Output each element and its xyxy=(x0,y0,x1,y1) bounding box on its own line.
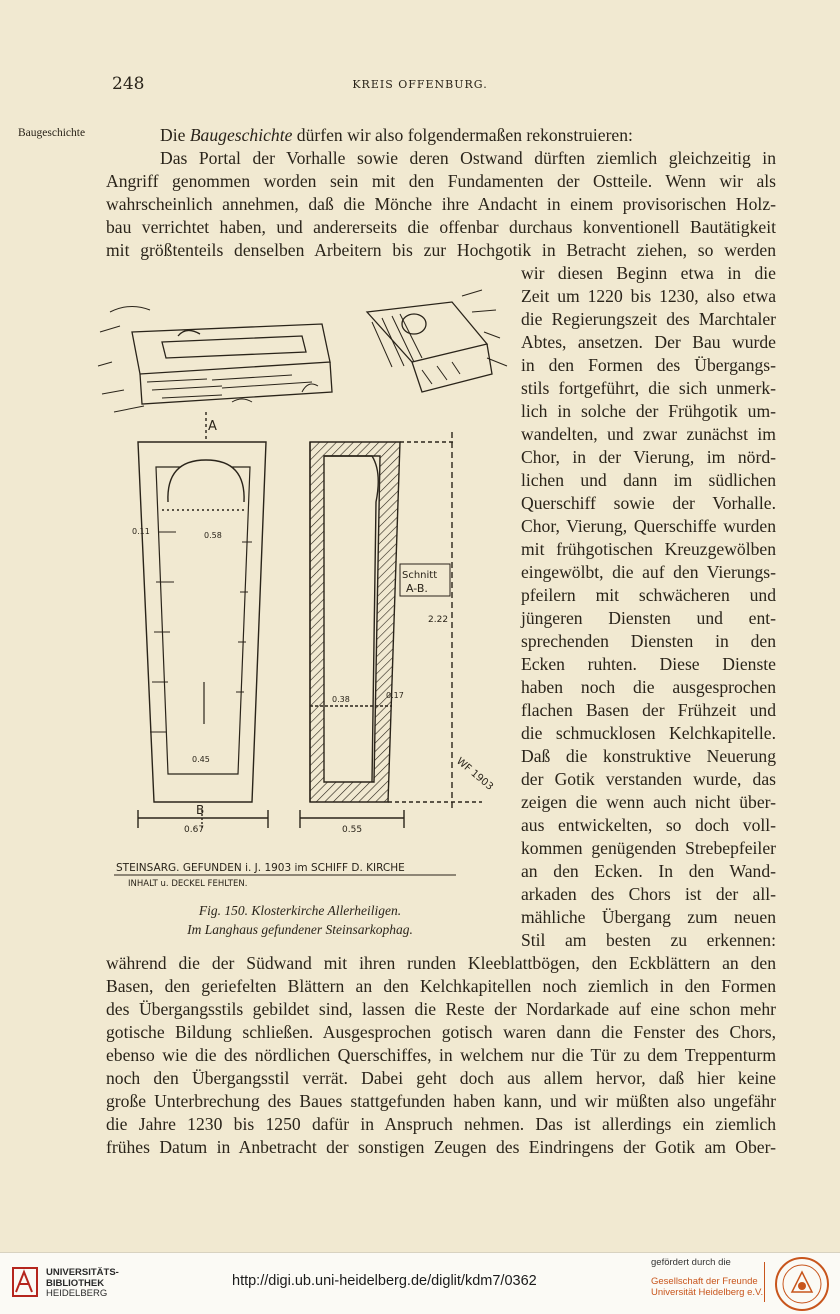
text-line: Basen, den geriefelten Blättern an den Kelchkapitellen noch ziemlich in den Formen xyxy=(106,976,776,996)
text-line: mit frühgotischen Kreuzgewölben xyxy=(521,539,776,559)
text-line: stils fortgeführt, die sich unmerk- xyxy=(521,378,776,398)
text-line: noch den Übergangsstil verrät. Dabei geht doch aus allem hervor, daß hier keine xyxy=(106,1068,776,1088)
text-line: wahrscheinlich annehmen, daß die Mönche ihre Andacht in einem provisorischen Holz- xyxy=(106,194,776,214)
university-seal-icon xyxy=(774,1256,830,1312)
text-line: große Unterbrechung des Baues stattgefunden haben kann, und wir müßten also ungefähr xyxy=(106,1091,776,1111)
text-line: arkaden des Chors ist der all- xyxy=(521,884,776,904)
text-line: flachen Basen der Frühzeit und xyxy=(521,700,776,720)
text-line: aus entwickelten, so doch voll- xyxy=(521,815,776,835)
inscription-line-2: INHALT u. DECKEL FEHLTEN. xyxy=(128,879,248,889)
signature: WF 1903 xyxy=(454,755,496,793)
dim-2-22: 2.22 xyxy=(428,615,449,625)
dim-0-17: 0.17 xyxy=(386,691,404,700)
text-line: wandelten, und zwar zunächst im xyxy=(521,424,776,444)
dim-0-55: 0.55 xyxy=(342,825,363,835)
footer-divider xyxy=(764,1262,765,1302)
label-section-ab: A-B. xyxy=(406,582,428,595)
page-number: 248 xyxy=(112,74,145,94)
text-line: lich in solche der Frühgotik um- xyxy=(521,401,776,421)
text-line: mähliche Übergang zum neuen xyxy=(521,907,776,927)
text-line: die Jahre 1230 bis 1250 dafür in Anspruch nehmen. Das ist allerdings ein ziemlich xyxy=(106,1114,776,1134)
text-line: des Übergangsstils gebildet sind, lassen die Reste der Nordarkade auf eine schon mehr xyxy=(106,999,776,1019)
text-line: Angriff genommen worden sein mit den Fundamenten der Ostteile. Wenn wir als xyxy=(106,171,776,191)
text-line: sprechenden Diensten in den xyxy=(521,631,776,651)
text-line: jüngeren Diensten und ent- xyxy=(521,608,776,628)
society-line-2: Universität Heidelberg e.V. xyxy=(651,1287,764,1298)
label-a: A xyxy=(208,419,217,434)
ub-line-2: BIBLIOTHEK xyxy=(46,1277,105,1289)
text-line: Stil am besten zu erkennen: xyxy=(521,930,776,950)
text-line: ebenso wie die des nördlichen Querschiffes, in welchem nur die Tür zu dem Treppenturm xyxy=(106,1045,776,1065)
text-line: die Regierungszeit des Marchtaler xyxy=(521,309,776,329)
text-line: kommen genügenden Strebepfeiler xyxy=(521,838,776,858)
intro-lead: Die xyxy=(160,125,190,145)
text-line: mit größtenteils denselben Arbeitern bis zur Hochgotik in Betracht ziehen, so werden xyxy=(106,240,776,260)
label-b: B xyxy=(196,803,205,817)
text-line: Ecken ruhten. Diese Dienste xyxy=(521,654,776,674)
dim-0-11: 0.11 xyxy=(132,527,150,536)
text-line: der Gotik verstanden wurde, das xyxy=(521,769,776,789)
dim-0-67: 0.67 xyxy=(184,825,205,835)
society-line-1: Gesellschaft der Freunde xyxy=(651,1276,758,1287)
dim-0-38: 0.38 xyxy=(332,695,350,704)
sarcophagus-drawing xyxy=(92,262,508,892)
running-head: KREIS OFFENBURG. xyxy=(352,78,488,91)
text-line: Das Portal der Vorhalle sowie deren Ostwand dürften ziemlich gleichzeitig in xyxy=(160,148,776,168)
text-line: Chor, Vierung, Querschiffe wurden xyxy=(521,516,776,536)
perspective-sketch xyxy=(98,290,507,412)
margin-note: Baugeschichte xyxy=(18,127,86,139)
text-line: Zeit um 1220 bis 1230, also etwa xyxy=(521,286,776,306)
ub-line-1: UNIVERSITÄTS- xyxy=(46,1267,119,1278)
text-line: Daß die konstruktive Neuerung xyxy=(521,746,776,766)
intro-italic: Baugeschichte xyxy=(189,125,293,145)
section-view xyxy=(300,432,482,828)
figure-caption-line1: Fig. 150. Klosterkirche Allerheiligen. xyxy=(198,903,402,918)
text-line: bau verrichtet haben, und andererseits die offenbar durchaus konventionell Bautätigkeit xyxy=(106,217,776,237)
permalink-url[interactable]: http://digi.ub.uni-heidelberg.de/diglit/kdm7/0362 xyxy=(232,1273,537,1289)
text-line: frühes Datum in Anbetracht der sonstigen Zeugen des Eindringens der Gotik am Ober- xyxy=(106,1137,776,1157)
society-name xyxy=(651,1276,763,1298)
page-header xyxy=(0,74,840,98)
text-line: Querschiff sowie der Vorhalle. xyxy=(521,493,776,513)
text-line: während die der Südwand mit ihren runden Kleeblattbögen, den Eckblättern an den xyxy=(106,953,776,973)
ub-line-3: HEIDELBERG xyxy=(46,1288,108,1299)
dim-0-45: 0.45 xyxy=(192,755,210,764)
dim-0-58: 0.58 xyxy=(204,531,222,540)
figure-caption-line2: Im Langhaus gefundener Steinsarkophag. xyxy=(187,922,413,937)
intro-line xyxy=(160,124,633,147)
text-line: lichen und dann im südlichen xyxy=(521,470,776,490)
text-line: wir diesen Beginn etwa in die xyxy=(521,263,776,283)
university-library-logo-icon xyxy=(10,1262,40,1302)
text-line: Chor, in der Vierung, im nörd- xyxy=(521,447,776,467)
text-line: gotische Bildung schließen. Ausgesprochen gotisch waren dann die Fenster des Chors, xyxy=(106,1022,776,1042)
label-section: Schnitt xyxy=(402,570,438,581)
plan-view xyxy=(138,412,268,828)
text-line: die schmucklosen Kelchkapitelle. xyxy=(521,723,776,743)
text-line: in den Formen des Übergangs- xyxy=(521,355,776,375)
inscription-line-1: STEINSARG. GEFUNDEN i. J. 1903 im SCHIFF D. KIRCHE xyxy=(116,862,405,874)
text-line: Abtes, ansetzen. Der Bau wurde xyxy=(521,332,776,352)
university-library-name xyxy=(46,1268,119,1300)
text-line: an den Ecken. In den Wand- xyxy=(521,861,776,881)
text-line: pfeilern mit schwächeren und xyxy=(521,585,776,605)
text-line: eingewölbt, die auf den Vierungs- xyxy=(521,562,776,582)
text-line: zeigen die wenn auch nicht über- xyxy=(521,792,776,812)
intro-rest: dürfen wir also folgendermaßen rekonstruieren: xyxy=(292,125,633,145)
text-line: haben noch die ausgesprochen xyxy=(521,677,776,697)
funding-note: gefördert durch die xyxy=(651,1257,731,1268)
